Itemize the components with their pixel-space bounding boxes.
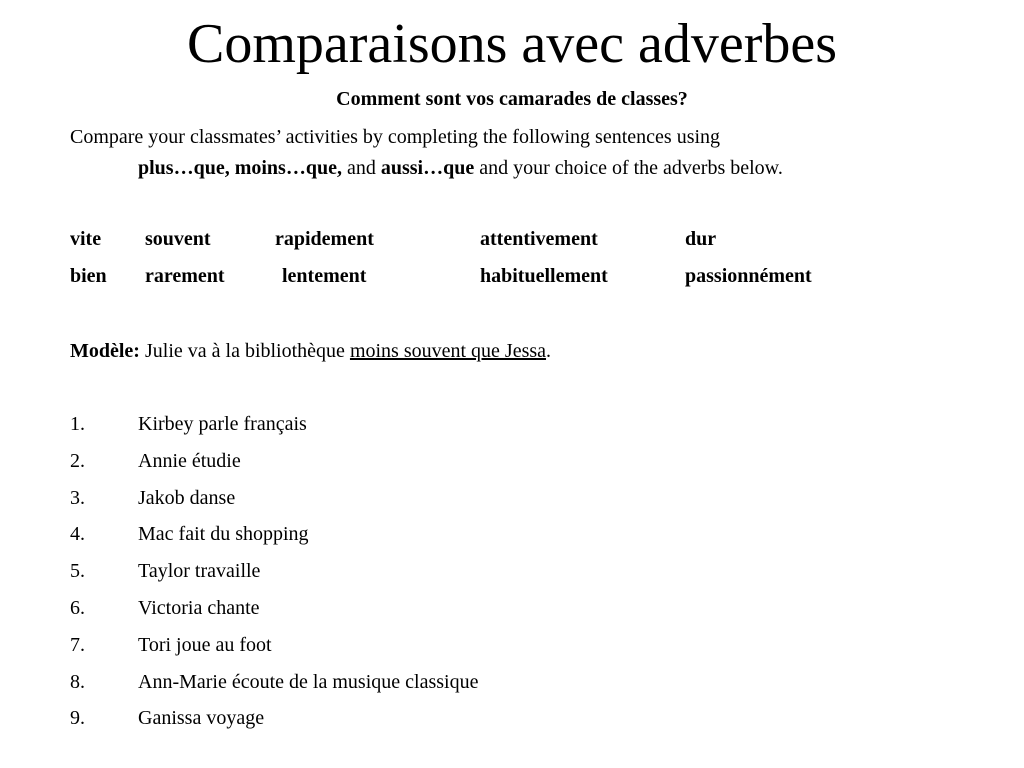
item-number: 9. [70, 707, 85, 730]
adverb-passionnement: passionnément [685, 265, 812, 287]
moins-que-term: moins…que, [234, 157, 342, 179]
instructions-line1: Compare your classmates’ activities by completing the following sentences using [70, 126, 721, 148]
adverb-vite: vite [70, 228, 102, 250]
model-sentence-text: Julie va à la bibliothèque [144, 340, 345, 362]
item-text: Ann-Marie écoute de la musique classique [138, 670, 479, 693]
item-text: Taylor travaille [138, 560, 261, 583]
adverb-list [70, 226, 970, 300]
instructions-rest: and your choice of the adverbs below. [479, 157, 783, 179]
item-text: Annie étudie [138, 449, 241, 472]
adverb-habituellement: habituellement [480, 265, 608, 287]
item-number: 1. [70, 413, 85, 435]
item-number: 2. [70, 449, 85, 472]
adverb-rapidement: rapidement [275, 228, 374, 250]
item-text: Jakob danse [138, 486, 236, 509]
item-number: 6. [70, 596, 85, 619]
model-answer: moins souvent que Jessa [349, 340, 547, 362]
adverb-lentement: lentement [282, 265, 367, 287]
instructions [70, 122, 990, 184]
instructions-line2 [70, 153, 990, 184]
item-text: Mac fait du shopping [138, 523, 309, 546]
item-number: 3. [70, 486, 85, 509]
model-label: Modèle: [70, 340, 140, 362]
list-item [70, 669, 478, 706]
list-item [70, 521, 478, 558]
item-text: Kirbey parle français [138, 413, 307, 435]
and-word: and [346, 157, 376, 179]
exercise-list [70, 411, 478, 742]
list-item [70, 632, 478, 669]
page-title: Comparaisons avec adverbes [187, 13, 837, 75]
adverb-bien: bien [70, 265, 107, 287]
adverb-rarement: rarement [145, 265, 225, 287]
list-item [70, 558, 478, 595]
item-text: Victoria chante [138, 596, 260, 619]
page-subtitle: Comment sont vos camarades de classes? [336, 88, 688, 110]
adverb-souvent: souvent [145, 228, 211, 250]
plus-que-term: plus…que, [138, 157, 230, 179]
list-item [70, 448, 478, 485]
adverb-attentivement: attentivement [480, 228, 598, 250]
item-text: Tori joue au foot [138, 633, 272, 656]
adverb-dur: dur [685, 228, 717, 250]
item-text: Ganissa voyage [138, 707, 265, 730]
item-number: 8. [70, 670, 85, 693]
item-number: 7. [70, 633, 85, 656]
list-item [70, 411, 478, 448]
list-item [70, 705, 478, 742]
list-item [70, 485, 478, 522]
item-number: 5. [70, 560, 85, 583]
list-item [70, 595, 478, 632]
item-number: 4. [70, 523, 85, 546]
model-sentence [70, 338, 551, 364]
aussi-que-term: aussi…que [380, 157, 475, 179]
model-period: . [546, 340, 552, 362]
